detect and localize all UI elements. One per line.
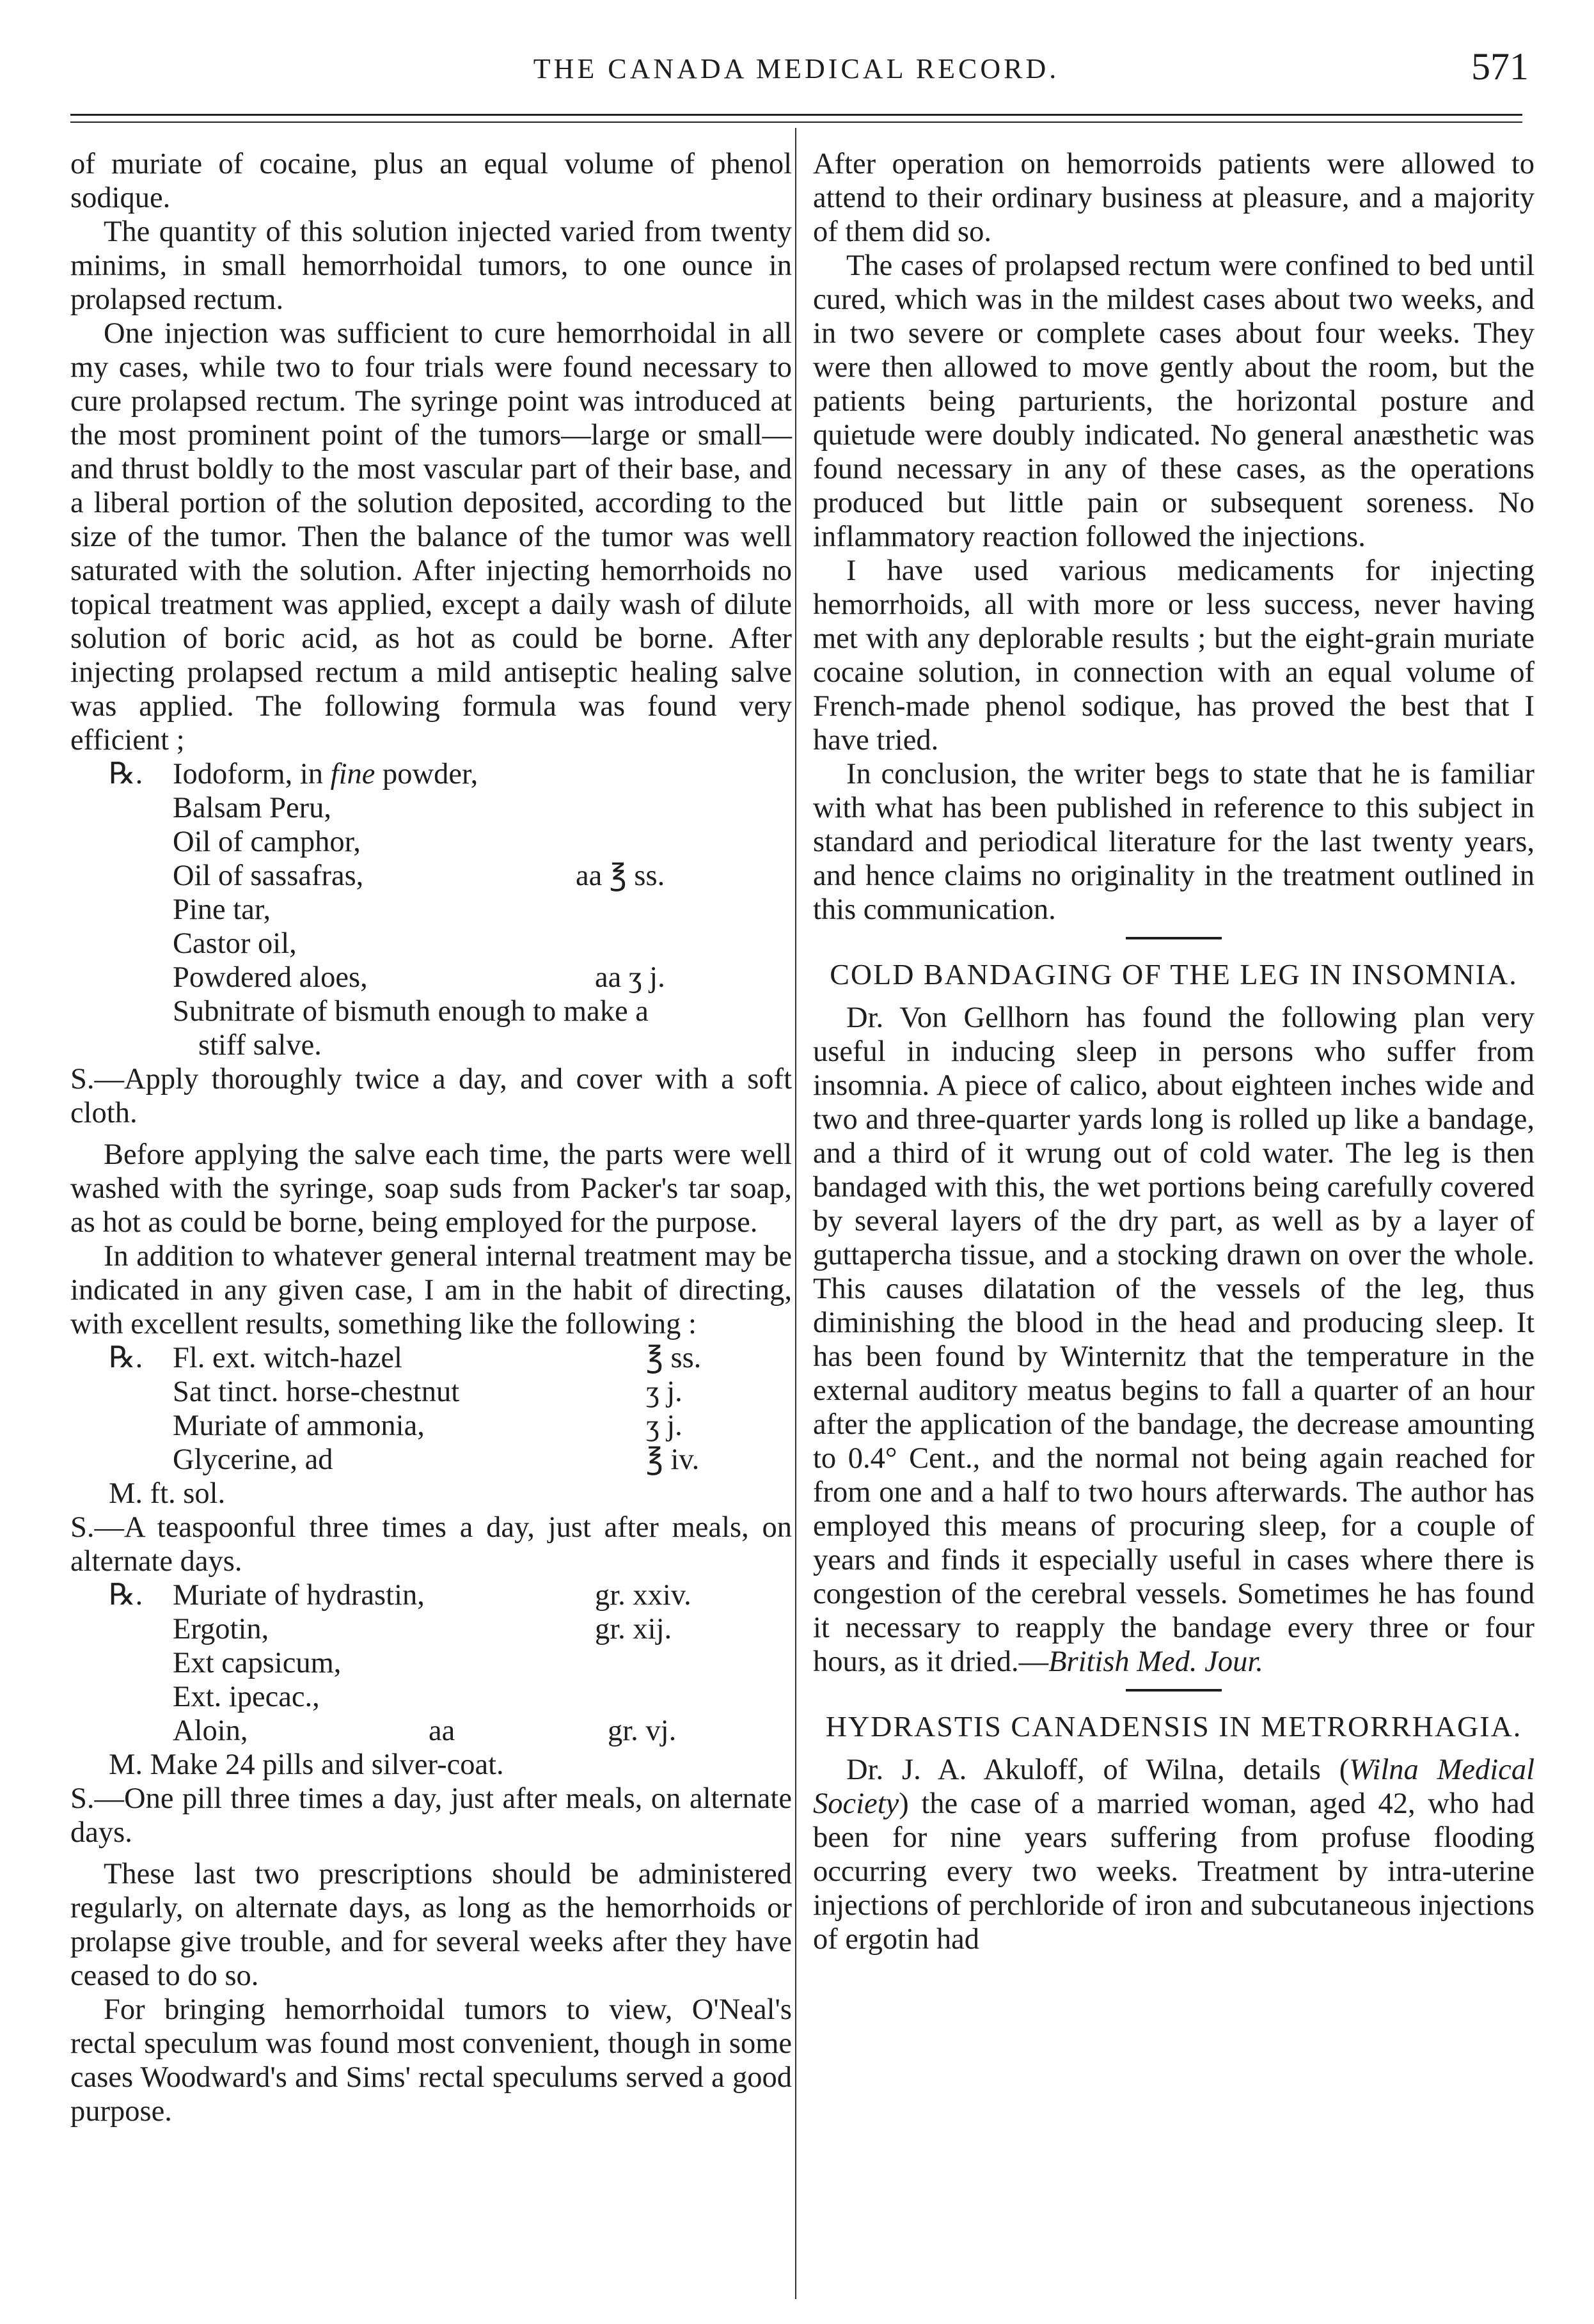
rx-line [70,893,792,927]
section-separator [1126,1689,1222,1692]
rx-line [70,825,792,859]
paragraph: In conclusion, the writer begs to state that he is familiar with what has been published in reference to this subject in standard and periodical literature for the last twenty years, and hence claims no originality in the treatment outlined in this communication. [813,758,1535,926]
section-separator [1126,937,1222,939]
rx-quantity: aa ℥ ss. [576,860,665,892]
rx-quantity: aa ʒ j. [595,961,665,994]
rx-line [70,1578,792,1612]
rx-ingredient: Subnitrate of bismuth enough to make a [173,995,649,1028]
signa: S.—Apply thoroughly twice a day, and cover with a soft cloth. [70,1063,792,1129]
rx-ingredient: Ext. ipecac., [173,1681,320,1713]
rx-ingredient: Castor oil, [173,927,297,960]
rx-ingredient: Oil of camphor, [173,826,361,858]
paragraph: Dr. J. A. Akuloff, of Wilna, details (Wilna Medical Society) the case of a married woman, aged 42, who had been for nine years suffering from profuse flooding occurring every two weeks. Treatment by intra-uterine injections of perchloride of iron and subcutaneous injections of ergotin had [813,1754,1535,1956]
rx-ingredient: stiff salve. [198,1029,322,1062]
paragraph: One injection was sufficient to cure hemorrhoidal in all my cases, while two to four trials were found necessary to cure prolapsed rectum. The syringe point was introduced at the most prominent point of the tumors—large or small—and thrust boldly to the most vascular part of their base, and a liberal portion of the solution deposited, according to the size of the tumor. Then the balance of the tumor was well saturated with the solution. After injecting hemorrhoids no topical treatment was applied, except a daily wash of dilute solution of boric acid, as hot as could be borne. After injecting prolapsed rectum a mild antiseptic healing salve was applied. The following formula was found very efficient ; [70,317,792,757]
paragraph: Before applying the salve each time, the parts were well washed with the syringe, soap suds from Packer's tar soap, as hot as could be borne, being employed for the purpose. [70,1138,792,1239]
source-citation: British Med. Jour. [1048,1645,1263,1678]
rx-quantity: gr. vj. [608,1715,677,1747]
rx-line [70,1409,792,1443]
rx-line [70,961,792,994]
recipe-symbol: ℞. [109,1342,143,1374]
rx-quantity: ℥ iv. [646,1443,700,1476]
rx-quantity: gr. xij. [595,1613,672,1645]
rx-ingredient: Powdered aloes, [173,961,368,994]
rx-aa: aa [429,1715,455,1747]
rx-ingredient: Pine tar, [173,893,271,926]
section-title: COLD BANDAGING OF THE LEG IN INSOMNIA. [830,958,1518,991]
left-column [70,147,792,2128]
prescription-2 [70,1341,792,1477]
rx-ingredient: Aloin, [173,1715,248,1747]
paragraph: I have used various medicaments for injecting hemorrhoids, all with more or less success, never having met with any deplorable results ; but the eight-grain muriate cocaine solution, in connection with an equal volume of French-made phenol sodique, has proved the best that I have tried. [813,554,1535,757]
paragraph: For bringing hemorrhoidal tumors to view, O'Neal's rectal speculum was found most convenient, though in some cases Woodward's and Sims' rectal speculums served a good purpose. [70,1993,792,2128]
rx-ingredient: Iodoform, in fine powder, [173,758,478,790]
misce-line [70,1477,792,1511]
rx-line [70,791,792,825]
section-title: HYDRASTIS CANADENSIS IN METRORRHAGIA. [825,1710,1522,1743]
rx-line [70,1714,792,1748]
rx-line [70,859,792,893]
signa: S.—One pill three times a day, just after meals, on alternate days. [70,1782,792,1849]
paragraph: These last two prescriptions should be administered regularly, on alternate days, as long as the hemorrhoids or prolapse give trouble, and for several weeks after they have ceased to do so. [70,1858,792,1992]
header-rule [70,114,1522,116]
rx-ingredient: Muriate of hydrastin, [173,1579,425,1612]
rx-line [70,1341,792,1375]
misce: M. ft. sol. [109,1477,226,1510]
rx-ingredient: Muriate of ammonia, [173,1409,425,1442]
rx-ingredient: Glycerine, ad [173,1443,333,1476]
misce-line [70,1748,792,1782]
rx-ingredient: Oil of sassafras, [173,860,364,892]
right-column [813,147,1535,1956]
rx-quantity: ʒ j. [646,1376,683,1408]
rx-line [70,1680,792,1714]
rx-line [70,757,792,791]
paragraph: The quantity of this solution injected varied from twenty minims, in small hemorrhoidal tumors, to one ounce in prolapsed rectum. [70,216,792,316]
recipe-symbol: ℞. [109,758,143,790]
rx-line [70,994,792,1028]
rx-ingredient: Balsam Peru, [173,792,331,824]
rx-ingredient: Ext capsicum, [173,1647,342,1679]
rx-line [70,927,792,961]
rx-ingredient: Fl. ext. witch-hazel [173,1342,402,1374]
misce: M. Make 24 pills and silver-coat. [109,1748,504,1781]
page-number: 571 [1471,45,1529,88]
prescription-3 [70,1578,792,1748]
rx-line [70,1443,792,1477]
rx-line [70,1646,792,1680]
rx-quantity: gr. xxiv. [595,1579,691,1612]
paragraph: After operation on hemorroids patients were allowed to attend to their ordinary business at pleasure, and a majority of them did so. [813,148,1535,248]
society-name: Wilna Medical Society [813,1754,1535,1820]
rx-line [70,1375,792,1409]
signa: S.—A teaspoonful three times a day, just after meals, on alternate days. [70,1511,792,1578]
rx-ingredient: Sat tinct. horse-chestnut [173,1376,460,1408]
paragraph: The cases of prolapsed rectum were confined to bed until cured, which was in the mildest cases about two weeks, and in two severe or complete cases about four weeks. They were then allowed to move gently about the room, but the patients being parturients, the horizontal posture and quietude were doubly indicated. No general anæsthetic was found necessary in any of these cases, as the operations produced but little pain or subsequent soreness. No inflammatory reaction followed the injections. [813,249,1535,553]
running-title: THE CANADA MEDICAL RECORD. [533,53,1060,84]
recipe-symbol: ℞. [109,1579,143,1612]
prescription-1 [70,757,792,1062]
paragraph: Dr. Von Gellhorn has found the following plan very useful in inducing sleep in persons who suffer from insomnia. A piece of calico, about eighteen inches wide and two and three-quarter yards long is rolled up like a bandage, and a third of it wrung out of cold water. The leg is then bandaged with this, the wet portions being carefully covered by several layers of the dry part, as well as by a layer of guttapercha tissue, and a stocking drawn on over the whole. This causes dilatation of the vessels of the leg, thus diminishing the blood in the head and producing sleep. It has been found by Winternitz that the temperature in the external auditory meatus begins to fall a quarter of an hour after the application of the bandage, the decrease amounting to 0.4° Cent., and the normal not being again reached for from one and a half to two hours afterwards. The author has employed this means of procuring sleep, for a couple of years and finds it especially useful in cases where there is congestion of the cerebral vessels. Sometimes he has found it necessary to reapply the bandage every three or four hours, as it dried.—British Med. Jour. [813,1001,1535,1678]
header-rule-thin [70,122,1522,123]
paragraph: In addition to whatever general internal treatment may be indicated in any given case, I am in the habit of directing, with excellent results, something like the following : [70,1240,792,1340]
column-divider [795,128,796,2299]
rx-line [70,1612,792,1646]
rx-quantity: ℥ ss. [646,1342,702,1374]
page-header [64,45,1529,109]
paragraph: of muriate of cocaine, plus an equal volume of phenol sodique. [70,148,792,214]
rx-quantity: ʒ j. [646,1409,683,1442]
rx-line [70,1028,792,1062]
rx-ingredient: Ergotin, [173,1613,269,1645]
